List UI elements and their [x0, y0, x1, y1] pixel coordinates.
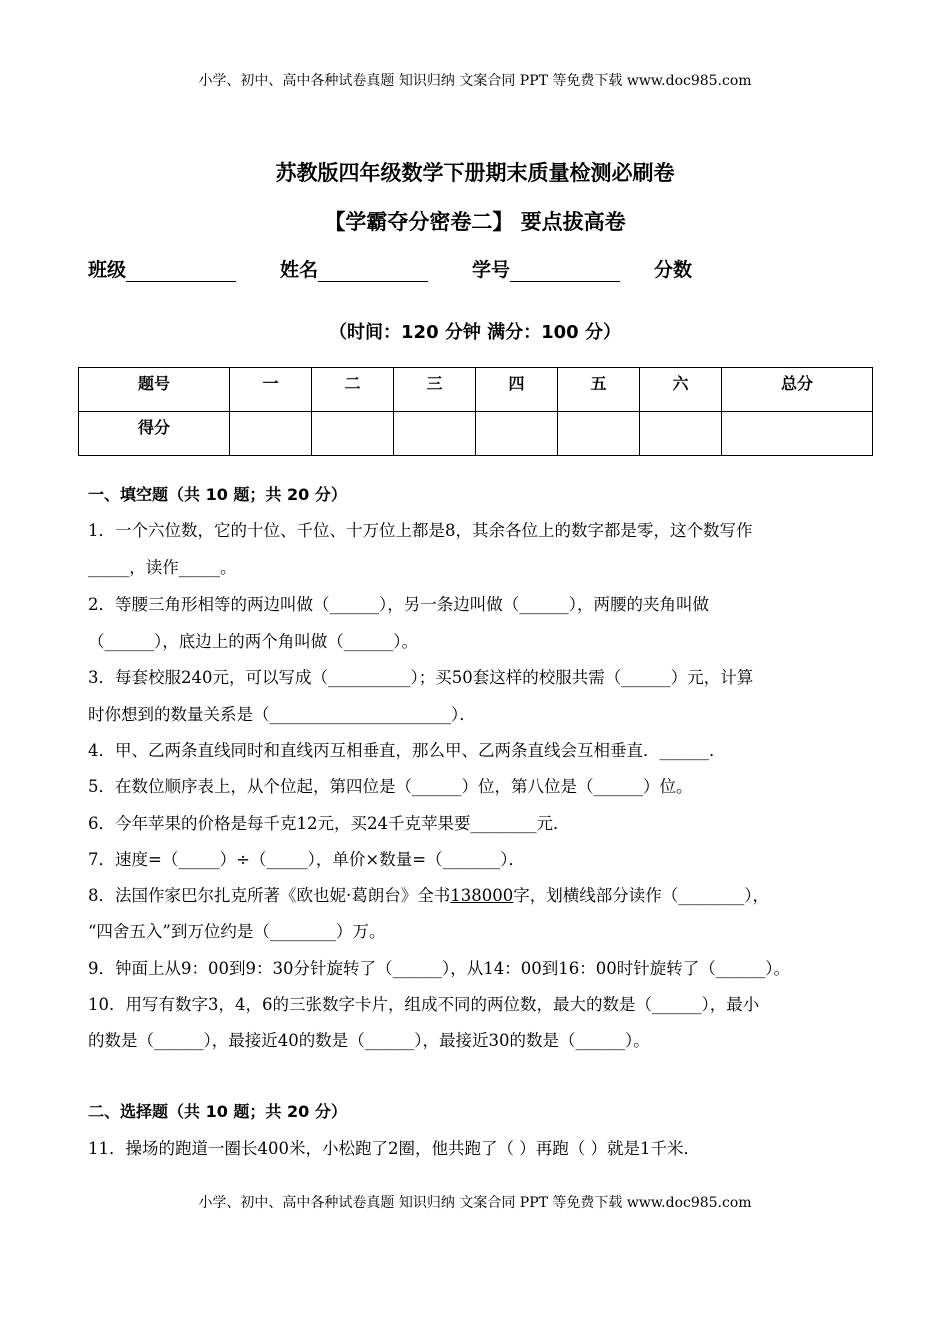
class-field[interactable] — [126, 263, 236, 282]
score-cell[interactable] — [721, 412, 872, 456]
score-cell[interactable] — [639, 412, 721, 456]
table-cell: 五 — [557, 368, 639, 412]
q8-text: 字，划横线部分读作（________）， — [513, 886, 769, 905]
score-cell[interactable] — [311, 412, 393, 456]
question-line: 时你想到的数量关系是（______________________）． — [88, 705, 476, 724]
score-label: 分数 — [654, 259, 693, 281]
question-line: 3．每套校服240元，可以写成（__________）；买50套这样的校服共需（______）元，计算 — [88, 668, 754, 687]
section-heading: 二、选择题（共 10 题；共 20 分） — [88, 1102, 347, 1121]
question-line: 7．速度=（_____）÷（_____），单价×数量=（_______）． — [88, 850, 526, 869]
question-line: 9．钟面上从9：00到9：30分针旋转了（______），从14：00到16：00时针旋转了（______）。 — [88, 959, 790, 978]
question-line: 10．用写有数字3，4，6的三张数字卡片，组成不同的两位数，最大的数是（______），最小 — [88, 995, 760, 1014]
question-line: 4．甲、乙两条直线同时和直线丙互相垂直，那么甲、乙两条直线会互相垂直．______． — [88, 741, 726, 760]
score-cell[interactable] — [229, 412, 311, 456]
id-field[interactable] — [510, 263, 620, 282]
student-info — [88, 255, 692, 282]
question-line: 2．等腰三角形相等的两边叫做（______），另一条边叫做（______），两腰的夹角叫做 — [88, 595, 709, 614]
time-info: （时间：120 分钟 满分：100 分） — [329, 322, 621, 343]
score-table — [78, 367, 873, 456]
question-line: 1．一个六位数，它的十位、千位、十万位上都是8，其余各位上的数字都是零，这个数写作 — [88, 521, 753, 540]
question-line: 11．操场的跑道一圈长400米，小松跑了2圈，他共跑了（ ）再跑（ ）就是1千米． — [88, 1139, 700, 1158]
id-label: 学号 — [472, 259, 511, 281]
page-header: 小学、初中、高中各种试卷真题 知识归纳 文案合同 PPT 等免费下载 www.doc985.com — [198, 73, 752, 89]
exam-title: 苏教版四年级数学下册期末质量检测必刷卷 — [275, 161, 675, 185]
score-cell[interactable] — [557, 412, 639, 456]
score-cell[interactable] — [475, 412, 557, 456]
table-cell: 题号 — [79, 368, 230, 412]
table-cell: 三 — [393, 368, 475, 412]
table-cell: 一 — [229, 368, 311, 412]
class-label: 班级 — [88, 259, 127, 281]
question-line — [88, 882, 769, 906]
name-label: 姓名 — [280, 259, 319, 281]
table-header-row — [79, 368, 873, 412]
table-cell: 六 — [639, 368, 721, 412]
table-cell: 得分 — [79, 412, 230, 456]
section-heading: 一、填空题（共 10 题；共 20 分） — [88, 485, 347, 504]
table-cell: 四 — [475, 368, 557, 412]
question-line: 的数是（______），最接近40的数是（______），最接近30的数是（______）。 — [88, 1031, 650, 1050]
q8-text: 8．法国作家巴尔扎克所著《欧也妮·葛朗台》全书 — [88, 886, 451, 905]
table-score-row — [79, 412, 873, 456]
exam-subtitle: 【学霸夺分密卷二】 要点拔高卷 — [324, 210, 626, 234]
table-cell: 二 — [311, 368, 393, 412]
q8-underlined-number: 138000 — [450, 886, 514, 905]
table-cell: 总分 — [721, 368, 872, 412]
question-line: _____，读作_____。 — [88, 558, 237, 577]
name-field[interactable] — [318, 263, 428, 282]
question-line: 6．今年苹果的价格是每千克12元，买24千克苹果要________元． — [88, 814, 570, 833]
question-line: 5．在数位顺序表上，从个位起，第四位是（______）位，第八位是（______）位。 — [88, 777, 693, 796]
page-footer: 小学、初中、高中各种试卷真题 知识归纳 文案合同 PPT 等免费下载 www.doc985.com — [198, 1195, 752, 1211]
question-line: （______），底边上的两个角叫做（______）。 — [88, 632, 418, 651]
question-line: “四舍五入”到万位约是（________）万。 — [88, 922, 386, 941]
score-cell[interactable] — [393, 412, 475, 456]
